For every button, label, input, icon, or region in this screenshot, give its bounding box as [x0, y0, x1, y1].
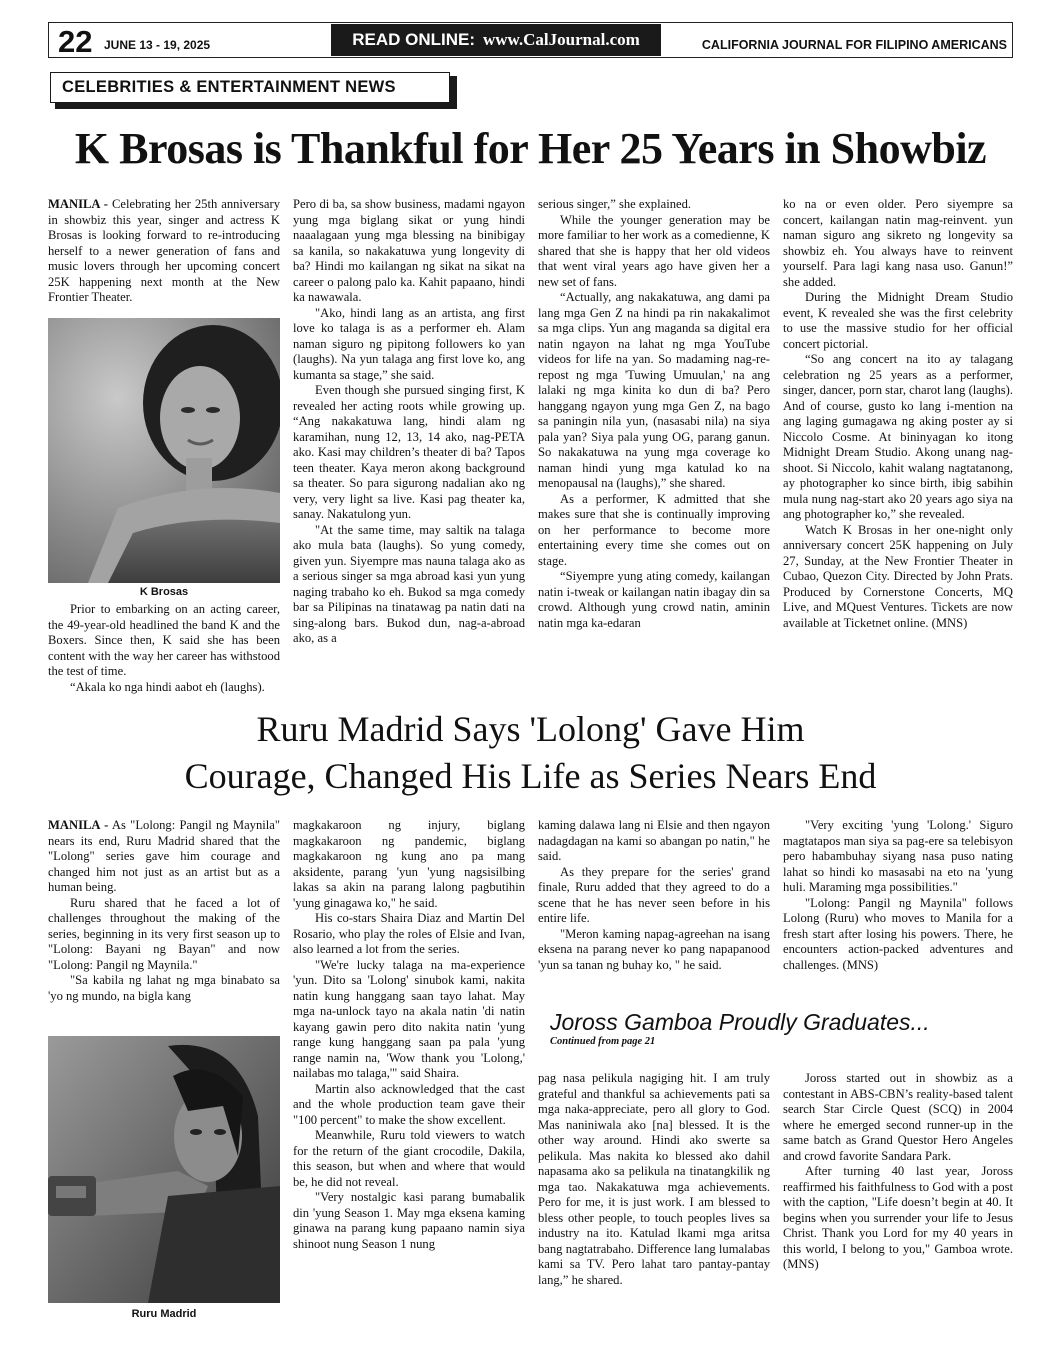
article1-col1-bottom	[48, 602, 280, 695]
paragraph: “Akala ko nga hindi aabot eh (laughs).	[70, 679, 265, 694]
article3-headline: Joross Gamboa Proudly Graduates...	[550, 1009, 930, 1035]
paragraph: Watch K Brosas in her one-night only anniversary concert 25K happening on July 27, Sunday, at the New Frontier Theater in Cubao, Quezon City. Directed by John Prats. Produced by Cornerstone Concerts, MQ Live, and MQuest Ventures. Tickets are now available at Ticketnet online. (MNS)	[783, 522, 1013, 630]
article1-headline: K Brosas is Thankful for Her 25 Years in Showbiz	[74, 124, 987, 173]
paragraph: As "Lolong: Pangil ng Maynila" nears its end, Ruru Madrid shared that the "Lolong" series gave him courage and changed him not just as an artist but as a human being.	[48, 818, 280, 894]
paragraph: “Siyempre yung ating comedy, kailangan natin i-tweak or kailangan natin ibagay din sa crowd. Although yung crowd natin, aminin natin mga ka-edaran	[538, 569, 770, 630]
paragraph: His co-stars Shaira Diaz and Martin Del Rosario, who play the roles of Elsie and Ivan, also learned a lot from the series.	[293, 911, 525, 956]
k-brosas-photo	[48, 318, 280, 583]
paragraph: “So ang concert na ito ay talagang celebration ng 25 years as a performer, singer, dancer, porn star, charot lang (laughs). And of course, gusto ko lang i-mention na ang laging gumagawa ng aking poster ay si Niccolo Cosme. At bininyagan ko itong Midnight Dream Studio. Akong unang nag-shoot. Si Niccolo, kahit walang nagtatanong, ay photographer ko since birth, ibig sabihin mula nung nag-start ako 20 years ago siya na ang photographer ko,” she revealed.	[783, 352, 1013, 521]
paragraph: Pero di ba, sa show business, madami ngayon yung mga biglang sikat or yung hindi naaalagaan yung mga blessing na binibigay sa kanila, so nakakatuwa yung longevity di ba? Hindi mo kailangan ng sikat na sikat na career o palong palo ka. Kahit papaano, hindi ka nawawala.	[293, 197, 525, 304]
portrait-image	[48, 1036, 280, 1303]
article2-col1	[48, 818, 280, 1004]
paragraph: "We're lucky talaga na ma-experience 'yun. Dito sa 'Lolong' sinubok kami, nakita natin kung hanggang saan tayo lahat. May mga na-unlock tayo na akala natin 'di natin kayang gawin pero dito nakita natin 'yung range kung hanggang saan pa pala 'yung range namin na, 'Wow thank you 'Lolong,' nailabas mo talaga,'" said Shaira.	[293, 957, 525, 1080]
paragraph: pag nasa pelikula nagiging hit. I am truly grateful and thankful sa achievements pati sa mga naka-appreciate, pero all glory to God. Mas naniniwala ako [na] blessed. It is the other way around. Hindi ako swerte sa pelikula. Mas nakita ko blessed ako dahil napasama ako sa pelikula na tinatangkilik ng mga tao. Nakakatuwa mga achievements. Pero for me, it is just work. I am blessed to bless other people, to touch peoples lives sa industry na ito. Katulad lkami mga aritsa bang nagtatrabaho. Difference lang lumalabas kami sa TV. Pero lahat taro pantay-pantay lang,” he shared.	[538, 1071, 770, 1287]
paragraph: Joross started out in showbiz as a contestant in ABS-CBN’s reality-based talent search Star Circle Quest (SCQ) in 2004 where he emerged second runner-up in the same batch as Grand Questor Hero Angeles and crowd favorite Sandara Park.	[783, 1071, 1013, 1163]
paragraph: As a performer, K admitted that she makes sure that she is continually improving on her performance to become more entertaining every time she comes out on stage.	[538, 491, 770, 568]
paragraph: ko na or even older. Pero siyempre sa concert, kailangan natin mag-reinvent. yun naman siguro ang sikreto ng longevity sa showbiz eh. You always have to reinvent yourself. Para lagi kang nasa uso. Ganun!” she added.	[783, 197, 1013, 289]
read-online-label: READ ONLINE:	[352, 30, 475, 49]
ruru-madrid-caption: Ruru Madrid	[131, 1308, 197, 1320]
article2-headline-line1: Ruru Madrid Says 'Lolong' Gave Him	[256, 709, 805, 749]
paragraph: While the younger generation may be more familiar to her work as a comedienne, K shared that she is happy that her old videos that went viral years ago have given her a new set of fans.	[538, 212, 770, 289]
section-tag: CELEBRITIES & ENTERTAINMENT NEWS	[50, 72, 450, 103]
paragraph: "Very nostalgic kasi parang bumabalik din 'yung Season 1. May mga eksena kaming ginawa na parang kung papaano namin siya shinoot nung Season 1 nung	[293, 1190, 525, 1251]
k-brosas-caption: K Brosas	[139, 586, 189, 598]
paragraph: Martin also acknowledged that the cast and the whole production team gave their "100 percent" to make the show excellent.	[293, 1081, 525, 1127]
publication-name: CALIFORNIA JOURNAL FOR FILIPINO AMERICANS	[701, 38, 1007, 52]
read-online-banner	[331, 24, 661, 56]
paragraph: magkakaroon ng injury, biglang magkakaroon ng pandemic, biglang magkakaroon ng kung ano pa mang aksidente, parang 'yun 'yung nagsisilbing lakas sa akin na parang lalong pagbutihin 'yung ginagawa ko," he said.	[293, 818, 525, 910]
article2-headline-line2: Courage, Changed His Life as Series Nears End	[184, 756, 877, 796]
page-number: 22	[58, 24, 93, 59]
article3-col3	[538, 1071, 770, 1288]
article1-dateline: MANILA -	[48, 197, 108, 211]
article3-col4	[783, 1071, 1013, 1273]
paragraph: Prior to embarking on an acting career, the 49-year-old headlined the band K and the Boxers. Since then, K said she has been content with the way her career has withstood the test of time.	[48, 602, 280, 678]
paragraph: As they prepare for the series' grand finale, Ruru added that they agreed to do a scene that he has never seen before in his entire life.	[538, 864, 770, 925]
paragraph: "Very exciting 'yung 'Lolong.' Siguro magtatapos man siya sa pag-ere sa telebisyon pero habambuhay siyang nasa puso nating lahat so hindi ko masasabi na eto na 'yung huli. Maraming mga possibilities."	[783, 818, 1013, 894]
paragraph: serious singer,” she explained.	[538, 197, 692, 211]
paragraph: Even though she pursued singing first, K revealed her acting roots while growing up. “Ang nakakatuwa lang, hindi alam ng karamihan, nung 12, 13, 14 ako, nag-PETA ako. Kasi may children’s theater di ba? Tapos teen theater. Kaya meron akong background sa theater. So para sigurong nadalian ako ng very, very light sa live. Kasi pag theater ka, sanay. Nakatulong yun.	[293, 383, 525, 521]
portrait-image	[48, 318, 280, 583]
paragraph: kaming dalawa lang ni Elsie and then ngayon nadagdagan na kami so abangan po natin," he said.	[538, 818, 770, 863]
paragraph: "Meron kaming napag-agreehan na isang eksena na parang never ko pang napapanood 'yun sa tanan ng buhay ko, " he said.	[538, 926, 770, 972]
article2-dateline: MANILA -	[48, 818, 109, 832]
paragraph: "Sa kabila ng lahat ng mga binabato sa 'yo ng mundo, na bigla kang	[48, 973, 280, 1003]
ruru-madrid-photo	[48, 1036, 280, 1303]
paragraph: "Lolong: Pangil ng Maynila" follows Lolong (Ruru) who moves to Manila for a fresh start after losing his powers. There, he encounters action-packed adventures and challenges. (MNS)	[783, 895, 1013, 972]
article1-col2	[293, 197, 525, 647]
paragraph: Meanwhile, Ruru told viewers to watch for the return of the giant crocodile, Dakila, this season, but when and where that would be, he did not reveal.	[293, 1128, 525, 1189]
article2-col2	[293, 818, 525, 1252]
read-online-link[interactable]: www.CalJournal.com	[483, 30, 640, 49]
paragraph: "Ako, hindi lang as an artista, ang first love ko talaga is as a performer eh. Alam naman siguro ng pipitong followers ko yan (laughs). Na yun talaga ang first love ko, ang kumanta sa stage,” she said.	[293, 305, 525, 382]
article1-col3	[538, 197, 770, 631]
paragraph: Ruru shared that he faced a lot of challenges throughout the making of the series, beginning in its very first season up to "Lolong: Bayani ng Bayan" and now "Lolong: Pangil ng Maynila."	[48, 895, 280, 972]
article1-col4	[783, 197, 1013, 631]
paragraph: During the Midnight Dream Studio event, K revealed she was the first celebrity to use the massive studio for her official concert pictorial.	[783, 290, 1013, 351]
paragraph: Celebrating her 25th anniversary in showbiz this year, singer and actress K Brosas is looking forward to re-introducing herself to a newer generation of fans and music lovers through her upcoming concert 25K happening next month at the New Frontier Theater.	[48, 197, 280, 304]
article2-col3	[538, 818, 770, 973]
issue-date: JUNE 13 - 19, 2025	[104, 38, 211, 52]
continued-from-note: Continued from page 21	[550, 1036, 656, 1047]
article1-col1-top	[48, 197, 280, 306]
paragraph: “Actually, ang nakakatuwa, ang dami pa lang mga Gen Z na hindi pa rin nakakalimot sa mga clips. Yun ang maganda sa digital era natin ngayon na lahat ng mga YouTube videos for life na yan. So madaming nag-re-repost ng mga 'Tuwing Umuulan,' na ang lalaki ng mga kinita ko dun di ba? Pero hanggang ngayon yung mga Gen Z, na bago sa paningin nila yun, (nasasabi nila) na siya pala yan? Siya pala yung OG, parang ganun. So nakakatuwa na yung mga coverage ko naman hindi yung mga katulad ko na menopausal na (laughs),” she shared.	[538, 290, 770, 490]
paragraph: "At the same time, may saltik na talaga ako mula bata (laughs). So yung comedy, given yun. Siyempre mas nauna talaga ako as a serious singer sa mga abroad kasi yun yung naging trabaho ko eh. Bukod sa mga comedy bar sa Pilipinas na tinatawag pa natin dati na sing-along bars. Bukod dun, nag-a-abroad ako, as a	[293, 522, 525, 645]
article2-col4	[783, 818, 1013, 973]
paragraph: After turning 40 last year, Joross reaffirmed his faithfulness to God with a post with the caption, "Life doesn’t begin at 40. It begins when you surrender your life to Jesus Christ. Thank you Lord for my 40 years in this world, I belong to you," Gamboa wrote. (MNS)	[783, 1164, 1013, 1271]
